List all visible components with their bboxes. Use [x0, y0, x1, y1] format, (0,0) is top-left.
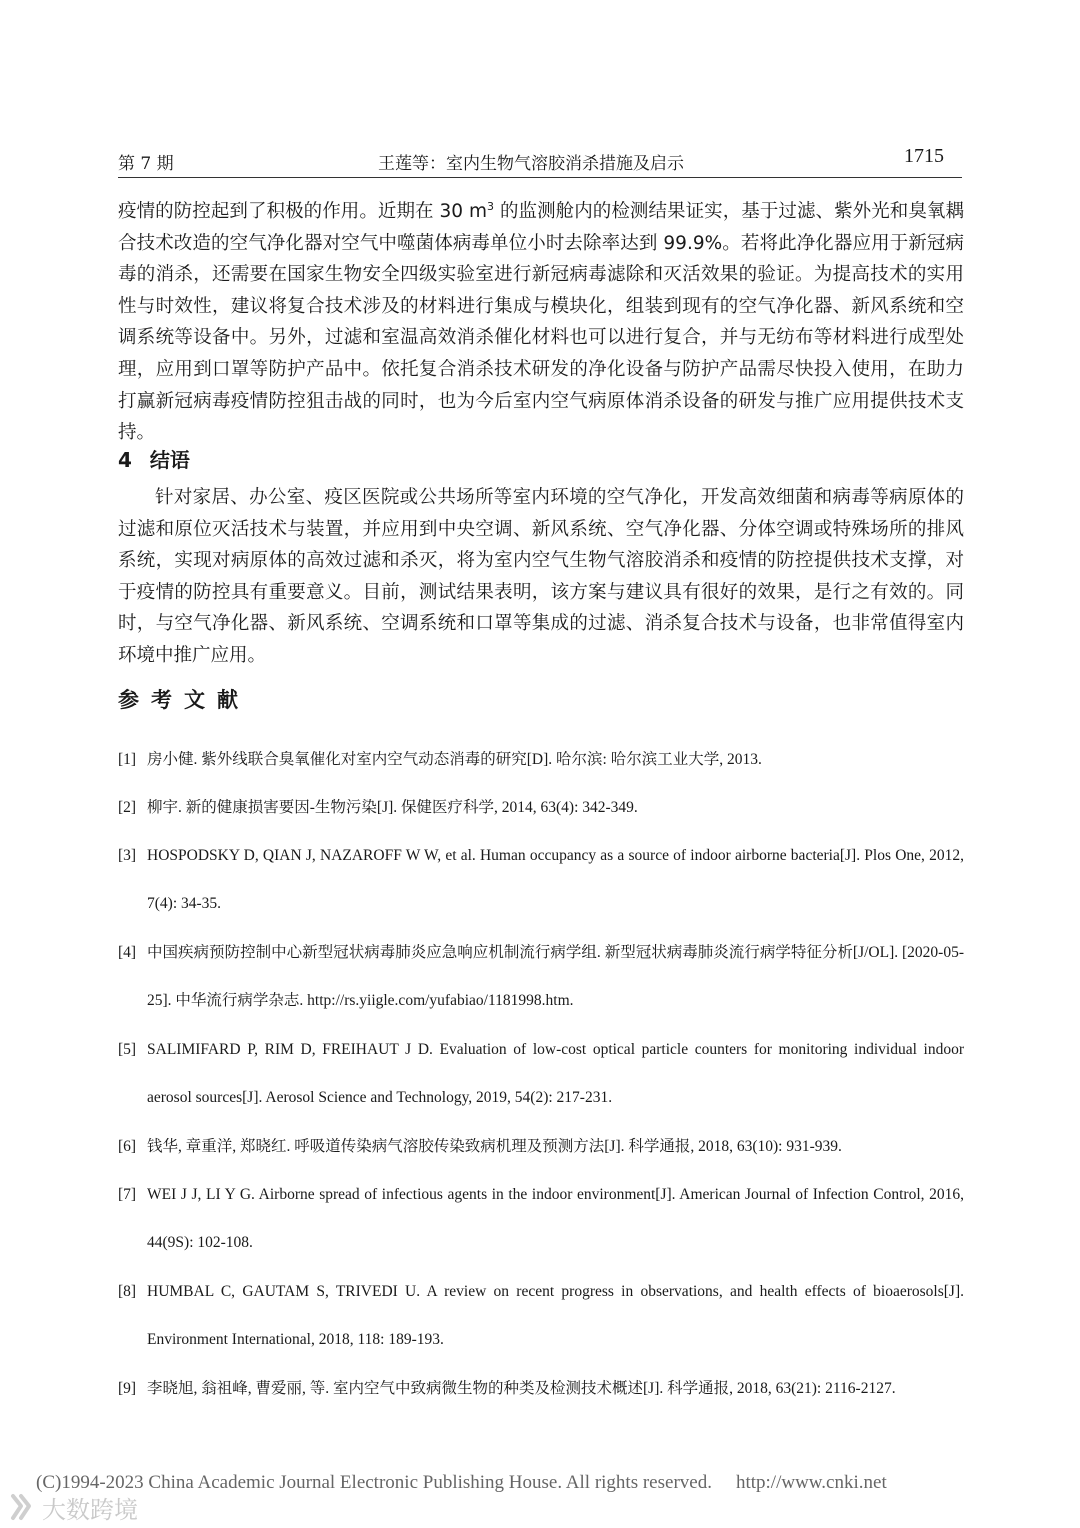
reference-text: 钱华, 章重洋, 郑晓红. 呼吸道传染病气溶胶传染致病机理及预测方法[J]. 科学通报, 2018, 63(10): 931-939.: [147, 1138, 842, 1155]
references-heading: 参考文献: [118, 688, 250, 712]
reference-item: [118, 784, 964, 832]
reference-text: WEI J J, LI Y G. Airborne spread of infectious agents in the indoor environment[J]. American Journal of Infection Control, 2016, 44(9S): 102-108.: [147, 1186, 964, 1251]
reference-index: [1]: [118, 751, 137, 768]
reference-item: [118, 1171, 964, 1268]
paragraph-text: 疫情的防控起到了积极的作用。近期在 30 m: [118, 201, 488, 222]
copyright-text: (C)1994-2023 China Academic Journal Electronic Publishing House. All rights reserved.: [36, 1472, 712, 1493]
page-number: 1715: [904, 145, 944, 167]
reference-item: [118, 1268, 964, 1365]
reference-text: 中国疾病预防控制中心新型冠状病毒肺炎应急响应机制流行病学组. 新型冠状病毒肺炎流行病学特征分析[J/OL]. [2020-05-25]. 中华流行病学杂志. http://rs.yiigle.com/yufabiao/1181998.htm.: [147, 944, 964, 1009]
section-title: 结语: [149, 448, 190, 472]
reference-index: [2]: [118, 799, 137, 816]
reference-item: [118, 736, 964, 784]
reference-index: [4]: [118, 944, 137, 961]
reference-text: 柳宇. 新的健康损害要因-生物污染[J]. 保健医疗科学, 2014, 63(4): 342-349.: [147, 799, 638, 816]
reference-item: [118, 1026, 964, 1123]
conclusion-paragraph: 针对家居、办公室、疫区医院或公共场所等室内环境的空气净化，开发高效细菌和病毒等病原体的过滤和原位灭活技术与装置，并应用到中央空调、新风系统、空气净化器、分体空调或特殊场所的排风系统，实现对病原体的高效过滤和杀灭，将为室内空气生物气溶胶消杀和疫情的防控提供技术支撑，对于疫情的防控具有重要意义。目前，测试结果表明，该方案与建议具有很好的效果，是行之有效的。同时，与空气净化器、新风系统、空调系统和口罩等集成的过滤、消杀复合技术与设备，也非常值得室内环境中推广应用。: [118, 487, 964, 666]
reference-item: [118, 1123, 964, 1171]
reference-text: 房小健. 紫外线联合臭氧催化对室内空气动态消毒的研究[D]. 哈尔滨: 哈尔滨工业大学, 2013.: [147, 751, 762, 768]
reference-index: [3]: [118, 847, 137, 864]
brand-logo-icon: [6, 1492, 36, 1522]
watermark-text: 大数跨境: [42, 1495, 138, 1524]
reference-index: [7]: [118, 1186, 137, 1203]
copyright-footer: [36, 1472, 887, 1494]
paragraph-text: 的监测舱内的检测结果证实，基于过滤、紫外光和臭氧耦合技术改造的空气净化器对空气中噬菌体病毒单位小时去除率达到 99.9%。若将此净化器应用于新冠病毒的消杀，还需要在国家生物安全四级实验室进行新冠病毒滤除和灭活效果的验证。为提高技术的实用性与时效性，建议将复合技术涉及的材料进行集成与模块化，组装到现有的空气净化器、新风系统和空调系统等设备中。另外，过滤和室温高效消杀催化材料也可以进行复合，并与无纺布等材料进行成型处理，应用到口罩等防护产品中。依托复合消杀技术研发的净化设备与防护产品需尽快投入使用，在助力打赢新冠病毒疫情防控狙击战的同时，也为今后室内空气病原体消杀设备的研发与推广应用提供技术支持。: [118, 201, 964, 444]
issue-number: 第 7 期: [118, 154, 174, 174]
reference-index: [5]: [118, 1041, 137, 1058]
page-header: [118, 145, 944, 175]
section-number: 4: [118, 448, 132, 472]
section-heading: [118, 444, 190, 473]
paragraph-continuation: [118, 196, 964, 449]
superscript: 3: [487, 199, 495, 213]
cnki-link[interactable]: http://www.cnki.net: [735, 1472, 887, 1493]
reference-text: SALIMIFARD P, RIM D, FREIHAUT J D. Evaluation of low-cost optical particle counters for monitoring individual indoor aerosol sources[J]. Aerosol Science and Technology, 2019, 54(2): 217-231.: [147, 1041, 964, 1106]
reference-item: [118, 929, 964, 1026]
reference-text: HUMBAL C, GAUTAM S, TRIVEDI U. A review on recent progress in observations, and health effects of bioaerosols[J]. Environment International, 2018, 118: 189-193.: [147, 1283, 964, 1348]
reference-item: [118, 1365, 964, 1413]
reference-item: [118, 832, 964, 929]
watermark: [6, 1490, 138, 1524]
reference-text: HOSPODSKY D, QIAN J, NAZAROFF W W, et al. Human occupancy as a source of indoor airborne bacteria[J]. Plos One, 2012, 7(4): 34-35.: [147, 847, 964, 912]
reference-text: 李晓旭, 翁祖峰, 曹爱丽, 等. 室内空气中致病微生物的种类及检测技术概述[J]. 科学通报, 2018, 63(21): 2116-2127.: [147, 1380, 896, 1397]
reference-index: [6]: [118, 1138, 137, 1155]
header-divider: [118, 177, 962, 178]
reference-index: [9]: [118, 1380, 137, 1397]
reference-index: [8]: [118, 1283, 137, 1300]
reference-list: [118, 736, 964, 1413]
running-title: 王莲等：室内生物气溶胶消杀措施及启示: [378, 154, 684, 174]
